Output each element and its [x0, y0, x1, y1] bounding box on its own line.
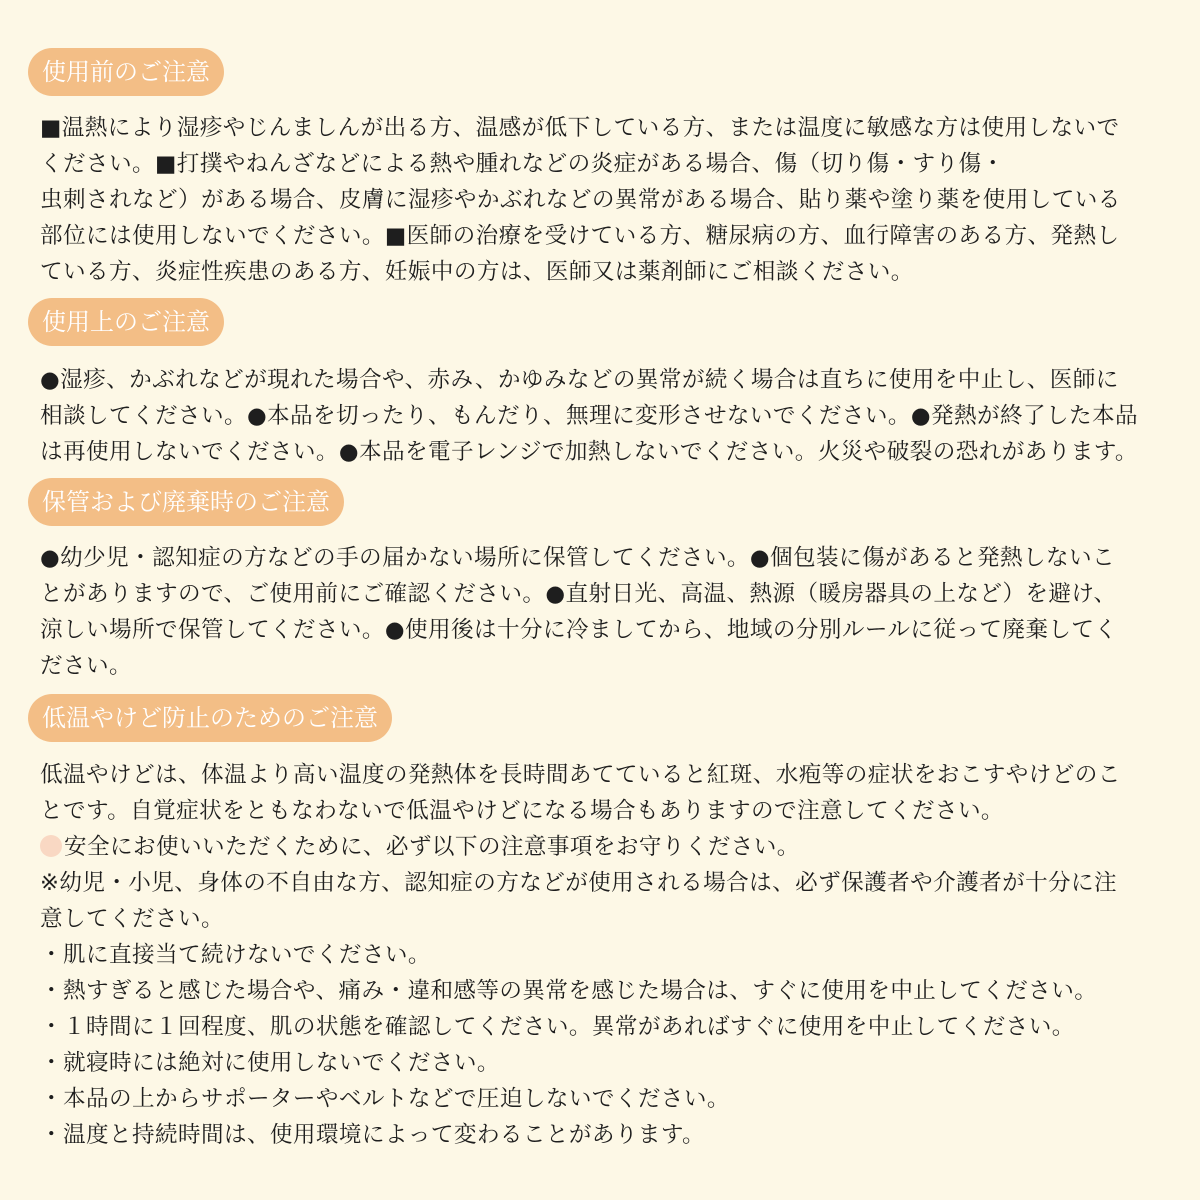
- during-use-text: [40, 362, 1160, 470]
- heading-storage-disposal: 保管および廃棄時のご注意: [28, 478, 344, 526]
- heading-low-temp-burn: 低温やけど防止のためのご注意: [28, 694, 392, 742]
- text-line: 部位には使用しないでください。■医師の治療を受けている方、糖尿病の方、血行障害のある方、発熱し: [40, 223, 1120, 249]
- safety-note: 安全にお使いいただくために、必ず以下の注意事項をお守りください。: [64, 834, 800, 860]
- bullet-item: ・就寝時には絶対に使用しないでください。: [40, 1050, 500, 1076]
- text-line: ■温熱により湿疹やじんましんが出る方、温感が低下している方、または温度に敏感な方は使用しないで: [40, 115, 1120, 141]
- low-temp-burn-text: [40, 757, 1160, 1153]
- bullet-item: ・温度と持続時間は、使用環境によって変わることがあります。: [40, 1122, 706, 1148]
- heading-during-use: 使用上のご注意: [28, 298, 224, 346]
- text-line: は再使用しないでください。●本品を電子レンジで加熱しないでください。火災や破裂の恐れがあります。: [40, 439, 1138, 465]
- safety-note-line: [40, 829, 1160, 865]
- before-use-text: [40, 110, 1160, 290]
- heading-before-use: 使用前のご注意: [28, 48, 224, 96]
- text-line: 虫刺されなど）がある場合、皮膚に湿疹やかぶれなどの異常がある場合、貼り薬や塗り薬を使用している: [40, 187, 1121, 213]
- text-line: ●湿疹、かぶれなどが現れた場合や、赤み、かゆみなどの異常が続く場合は直ちに使用を中止し、医師に: [40, 367, 1119, 393]
- text-line: ください。■打撲やねんざなどによる熱や腫れなどの炎症がある場合、傷（切り傷・すり傷・: [40, 151, 1005, 177]
- text-line: ●幼少児・認知症の方などの手の届かない場所に保管してください。●個包装に傷があると発熱しないこ: [40, 545, 1115, 571]
- circle-bullet-icon: [40, 835, 62, 857]
- bullet-item: ・肌に直接当て続けないでください。: [40, 942, 431, 968]
- bullet-item: ・本品の上からサポーターやベルトなどで圧迫しないでください。: [40, 1086, 730, 1112]
- text-line: 涼しい場所で保管してください。●使用後は十分に冷ましてから、地域の分別ルールに従って廃棄してく: [40, 617, 1118, 643]
- text-line: 相談してください。●本品を切ったり、もんだり、無理に変形させないでください。●発熱が終了した本品: [40, 403, 1138, 429]
- text-line: ださい。: [40, 653, 132, 679]
- text-line: ※幼児・小児、身体の不自由な方、認知症の方などが使用される場合は、必ず保護者や介護者が十分に注: [40, 870, 1118, 896]
- text-line: 意してください。: [40, 906, 224, 932]
- text-line: ている方、炎症性疾患のある方、妊娠中の方は、医師又は薬剤師にご相談ください。: [40, 259, 914, 285]
- storage-disposal-text: [40, 540, 1160, 684]
- text-line: とです。自覚症状をともなわないで低温やけどになる場合もありますので注意してください。: [40, 798, 1004, 824]
- bullet-item: ・１時間に１回程度、肌の状態を確認してください。異常があればすぐに使用を中止してください。: [40, 1014, 1075, 1040]
- text-line: とがありますので、ご使用前にご確認ください。●直射日光、高温、熱源（暖房器具の上など）を避け、: [40, 581, 1117, 607]
- text-line: 低温やけどは、体温より高い温度の発熱体を長時間あてていると紅斑、水疱等の症状をおこすやけどのこ: [40, 762, 1121, 788]
- bullet-item: ・熱すぎると感じた場合や、痛み・違和感等の異常を感じた場合は、すぐに使用を中止してください。: [40, 978, 1098, 1004]
